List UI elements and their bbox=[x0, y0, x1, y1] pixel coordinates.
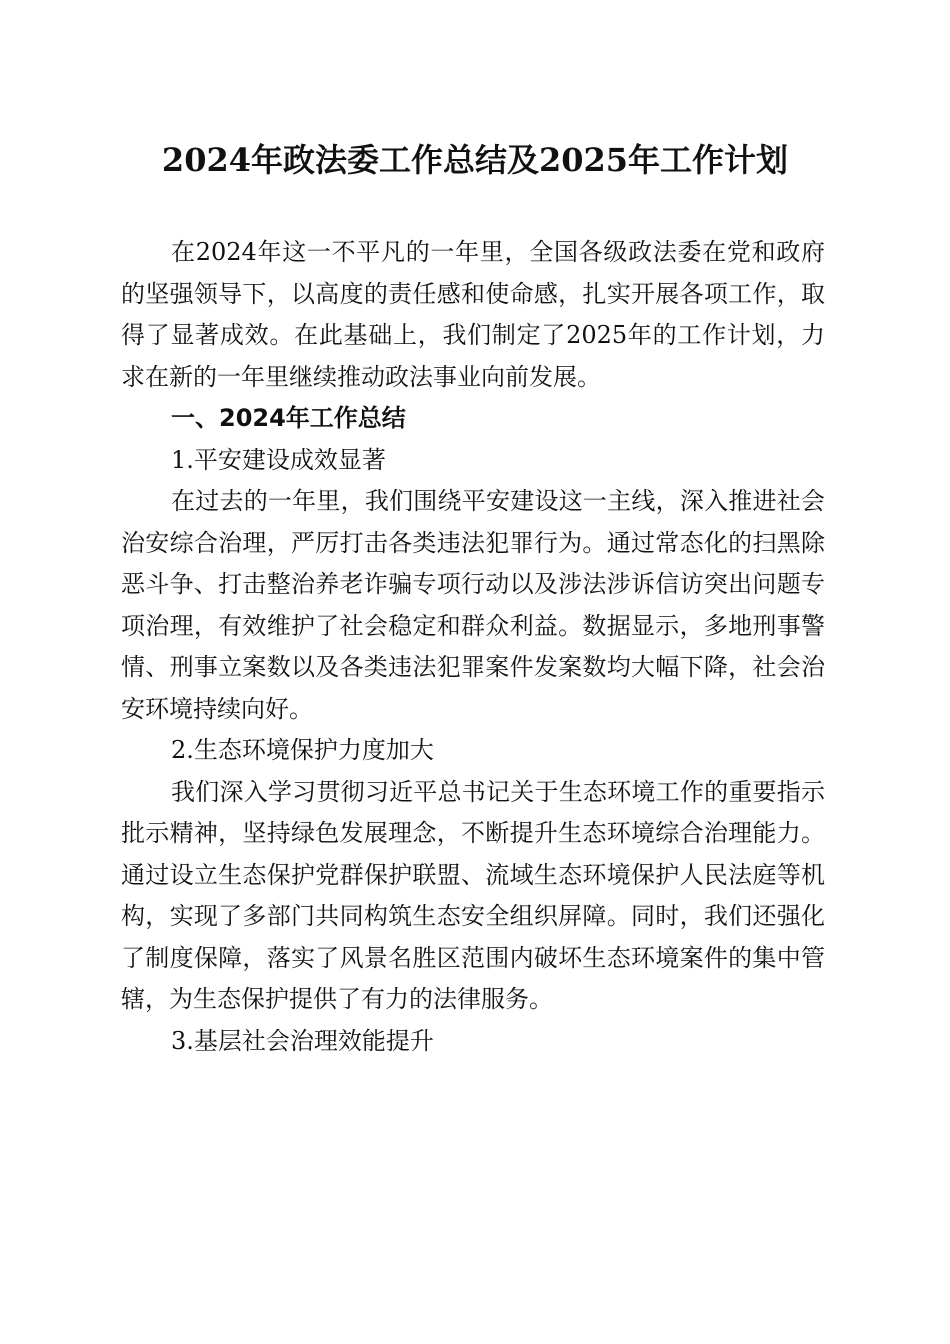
subsection-heading-safety: 1.平安建设成效显著 bbox=[171, 445, 386, 474]
safety-paragraph: 在过去的一年里，我们围绕平安建设这一主线，深入推进社会治安综合治理，严厉打击各类违法犯罪行为。通过常态化的扫黑除恶斗争、打击整治养老诈骗专项行动以及涉法涉诉信访突出问题专项治理，有效维护了社会稳定和群众利益。数据显示，多地刑事警情、刑事立案数以及各类违法犯罪案件发案数均大幅下降，社会治安环境持续向好。 bbox=[121, 487, 825, 723]
ecology-paragraph: 我们深入学习贯彻习近平总书记关于生态环境工作的重要指示批示精神，坚持绿色发展理念，不断提升生态环境综合治理能力。通过设立生态保护党群保护联盟、流域生态环境保护人民法庭等机构，实现了多部门共同构筑生态安全组织屏障。同时，我们还强化了制度保障，落实了风景名胜区范围内破坏生态环境案件的集中管辖，为生态保护提供了有力的法律服务。 bbox=[121, 777, 825, 1013]
subsection-heading-governance: 3.基层社会治理效能提升 bbox=[171, 1026, 434, 1055]
document-body bbox=[121, 232, 825, 1062]
subsection-heading-ecology: 2.生态环境保护力度加大 bbox=[171, 736, 434, 764]
section-heading-summary: 一、2024年工作总结 bbox=[171, 404, 406, 432]
intro-paragraph: 在2024年这一不平凡的一年里，全国各级政法委在党和政府的坚强领导下，以高度的责任感和使命感，扎实开展各项工作，取得了显著成效。在此基础上，我们制定了2025年的工作计划，力求在新的一年里继续推动政法事业向前发展。 bbox=[121, 238, 825, 391]
document-title: 2024年政法委工作总结及2025年工作计划 bbox=[161, 141, 789, 179]
